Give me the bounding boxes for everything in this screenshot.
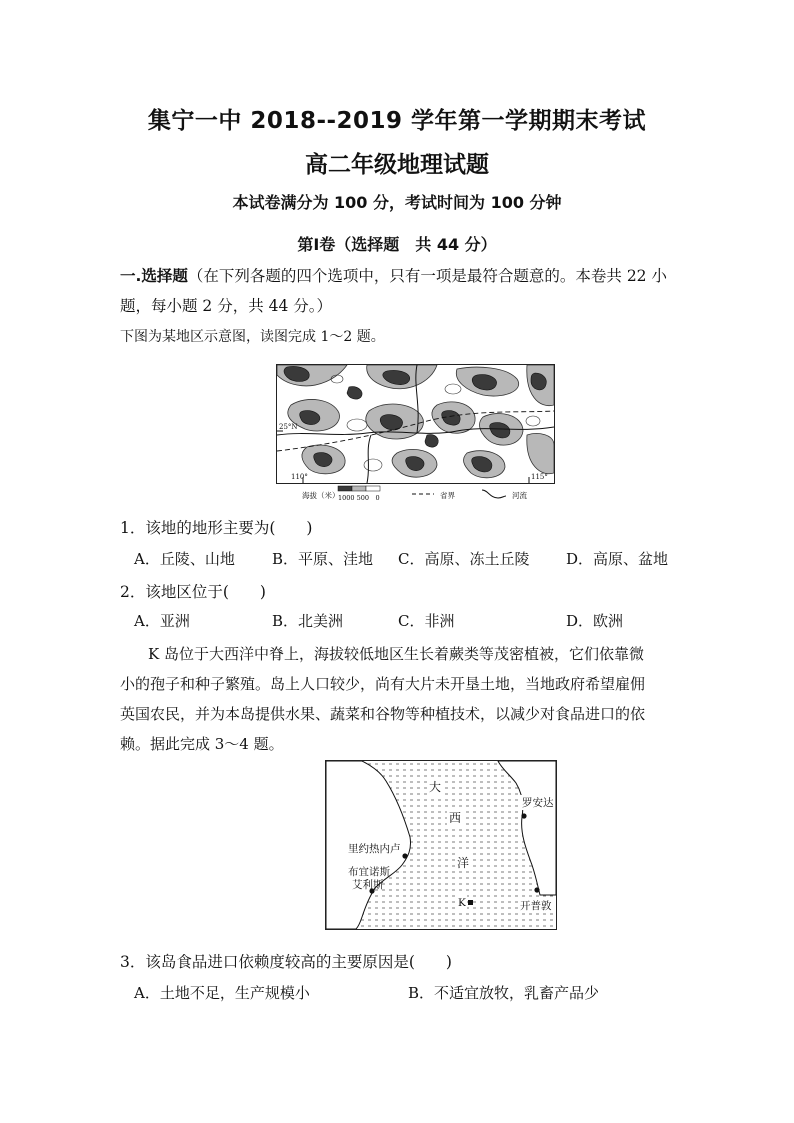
- longitude-left-label: 110°: [291, 473, 308, 481]
- question-1-option-a[interactable]: A．丘陵、山地: [134, 550, 235, 568]
- ocean-char-3: 洋: [457, 856, 470, 870]
- terrain-map: [276, 364, 555, 484]
- exam-title: 集宁一中 2018--2019 学年第一学期期末考试: [147, 108, 647, 134]
- question-2-stem: 2．该地区位于( ): [120, 583, 266, 601]
- legend-mid-swatch: [352, 486, 366, 491]
- longitude-right-label: 115°: [531, 473, 548, 481]
- map1-intro: 下图为某地区示意图，读图完成 1～2 题。: [120, 329, 385, 345]
- legend-elevation-values: 1000 500 0: [338, 494, 380, 502]
- question-3-option-a[interactable]: A．土地不足，生产规模小: [134, 984, 310, 1002]
- question-1-option-b[interactable]: B．平原、洼地: [272, 550, 374, 568]
- question-3-stem: 3．该岛食品进口依赖度较高的主要原因是( ): [120, 953, 452, 971]
- question-2-option-b[interactable]: B．北美洲: [272, 612, 344, 630]
- terrain-map-figure: [277, 365, 554, 483]
- question-2-option-c[interactable]: C．非洲: [398, 612, 455, 630]
- legend-elevation-label: 海拔（米）: [302, 491, 340, 500]
- question-3-option-b[interactable]: B．不适宜放牧，乳畜产品少: [408, 984, 600, 1002]
- ocean-char-2: 西: [449, 811, 462, 825]
- legend-low-swatch: [366, 486, 380, 491]
- capetown-marker: [534, 887, 539, 892]
- section-instruction: [120, 262, 667, 290]
- exam-meta: 本试卷满分为 100 分，考试时间为 100 分钟: [232, 193, 562, 212]
- volume-heading: 第Ⅰ卷（选择题 共 44 分）: [297, 235, 497, 254]
- capetown-label: 开普敦: [520, 900, 552, 912]
- passage-line-3: 英国农民，并为本岛提供水果、蔬菜和谷物等种植技术，以减少对食品进口的依: [120, 705, 646, 723]
- rio-label: 里约热内卢: [348, 843, 401, 855]
- legend-river-line: [482, 490, 506, 498]
- atlantic-map: [325, 760, 557, 930]
- atlantic-map-figure: [326, 761, 556, 929]
- legend-border-label: 省界: [440, 491, 455, 500]
- luanda-marker: [521, 813, 526, 818]
- question-2-option-a[interactable]: A．亚洲: [134, 612, 190, 630]
- terrain-map-legend: [276, 484, 553, 504]
- island-k-label: K: [458, 897, 466, 909]
- passage-line-1: K 岛位于大西洋中脊上，海拔较低地区生长着蕨类等茂密植被，它们依靠微: [148, 645, 644, 663]
- question-1-option-c[interactable]: C．高原、冻土丘陵: [398, 550, 530, 568]
- exam-subtitle: 高二年级地理试题: [305, 152, 489, 178]
- question-2-option-d[interactable]: D．欧洲: [566, 612, 624, 630]
- ocean-char-1: 大: [429, 780, 442, 794]
- legend-high-swatch: [338, 486, 352, 491]
- luanda-label: 罗安达: [522, 797, 554, 809]
- latitude-label: 25°N: [279, 423, 298, 431]
- question-1-stem: 1．该地的地形主要为( ): [120, 519, 313, 537]
- passage-line-2: 小的孢子和种子繁殖。岛上人口较少，尚有大片未开垦土地，当地政府希望雇佣: [120, 675, 646, 693]
- section-heading: 一.选择题: [120, 267, 188, 285]
- buenos-aires-label-2: 艾利斯: [352, 879, 384, 891]
- question-1-option-d[interactable]: D．高原、盆地: [566, 550, 669, 568]
- rio-marker: [402, 853, 407, 858]
- island-k-marker: [468, 900, 473, 905]
- instruction-line-2: 题，每小题 2 分，共 44 分。）: [120, 297, 333, 315]
- passage-line-4: 赖。据此完成 3～4 题。: [120, 735, 284, 753]
- buenos-aires-label-1: 布宜诺斯: [348, 866, 390, 878]
- instruction-line-1: （在下列各题的四个选项中，只有一项是最符合题意的。本卷共 22 小: [187, 267, 667, 285]
- legend-river-label: 河流: [512, 491, 527, 500]
